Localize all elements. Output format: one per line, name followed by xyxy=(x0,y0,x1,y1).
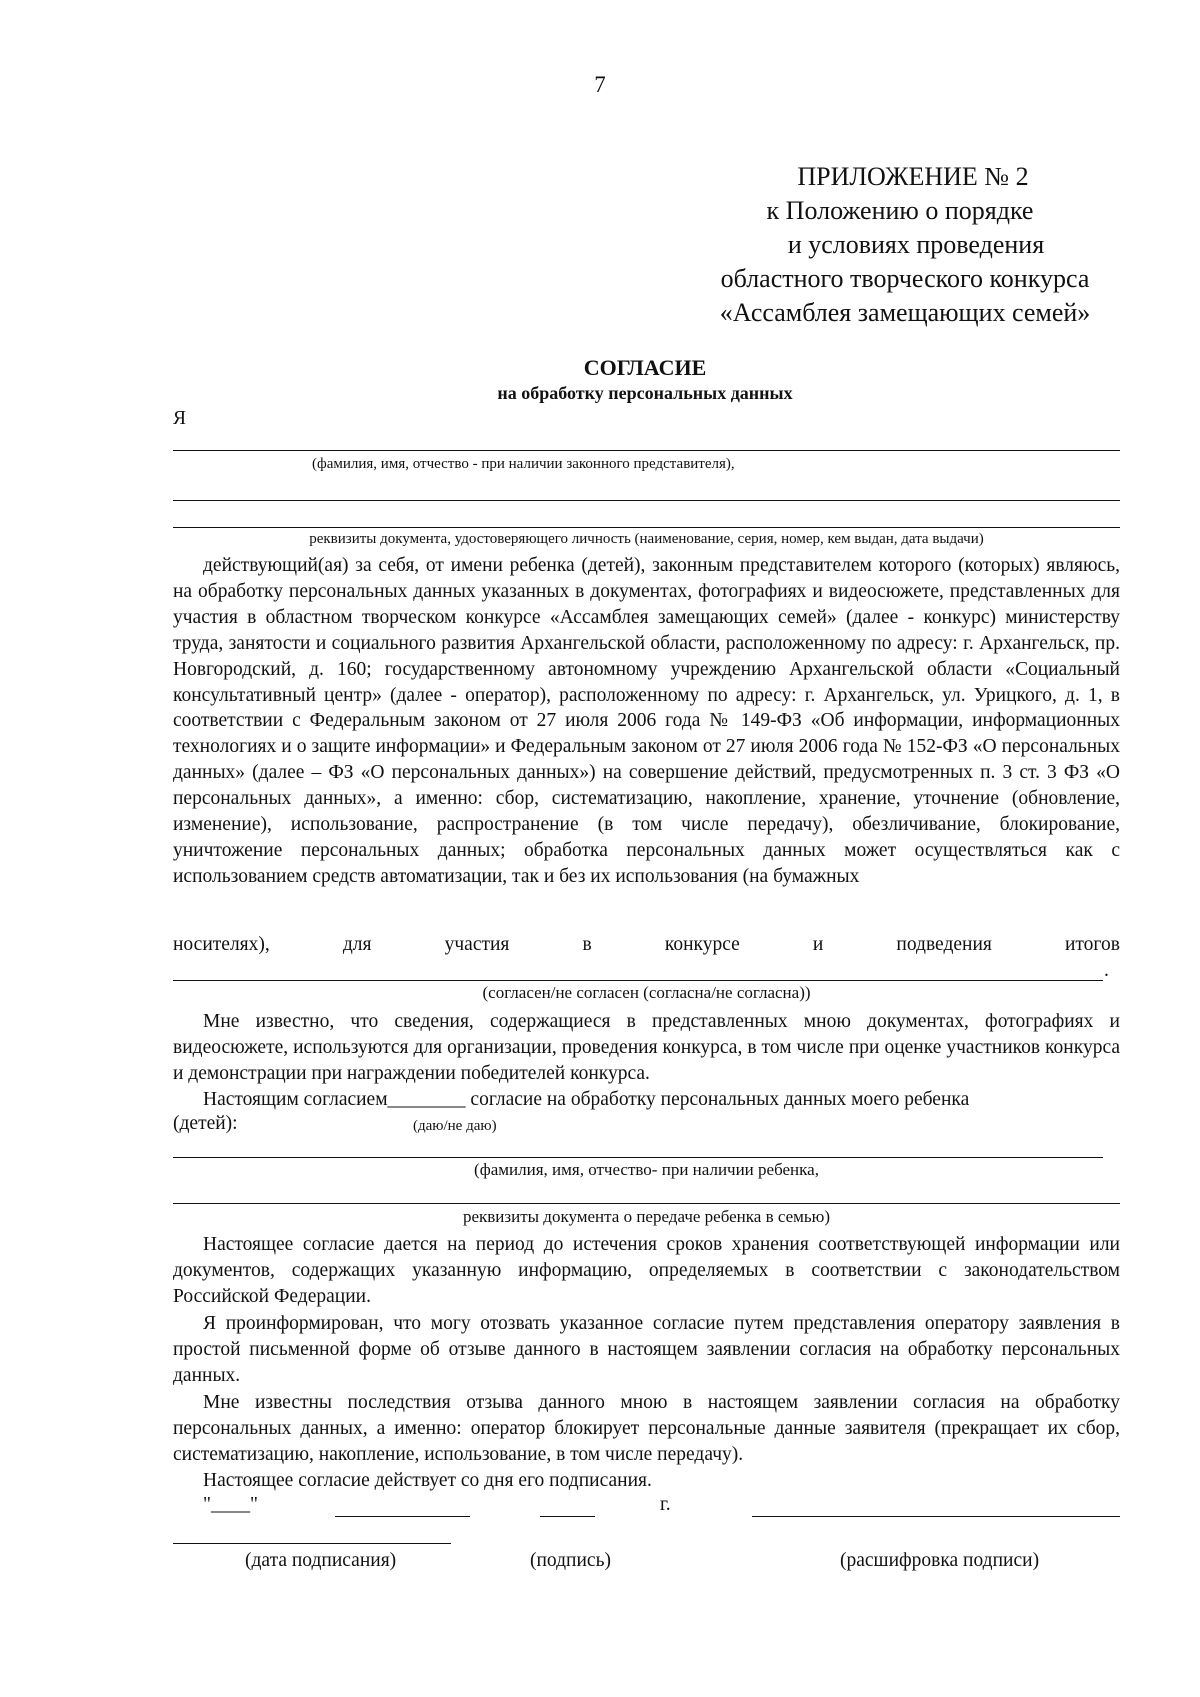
document-subtitle: на обработку персональных данных xyxy=(497,383,793,403)
agree-period: . xyxy=(1104,960,1109,981)
decoding-caption: (расшифровка подписи) xyxy=(840,1550,1040,1571)
document-caption: реквизиты документа, удостоверяющего личность (наименование, серия, номер, кем выдан, дата выдачи) xyxy=(309,531,984,547)
paragraph-effective: Настоящее согласие действует со дня его подписания. xyxy=(203,1470,652,1491)
year-suffix: г. xyxy=(660,1494,671,1515)
document-title: СОГЛАСИЕ xyxy=(583,355,707,380)
paragraph-main-last-line xyxy=(173,932,1120,958)
child-fio-caption: (фамилия, имя, отчество- при наличии ребенка, xyxy=(474,1160,819,1179)
word: конкурсе xyxy=(664,934,740,955)
consent-start: Настоящим согласием________ согласие на обработку персональных данных моего ребенка xyxy=(203,1089,970,1110)
paragraph-main: действующий(ая) за себя, от имени ребенка (детей), законным представителем которого (которых) являюсь, на обработку персональных данных указанных в документах, фотографиях и видеосюжете, представленных для участия в областном творческом конкурсе «Ассамблея замещающих семей» (далее - конкурс) министерству труда, занятости и социального развития Архангельской области, расположенному по адресу: г. Архангельск, пр. Новгородский, д. 160; государственному автономному учреждению Архангельской области «Социальный консультативный центр» (далее - оператор), расположенному по адресу: г. Архангельск, ул. Урицкого, д. 1, в соответствии с Федеральным законом от 27 июля 2006 года № 149-ФЗ «Об информации, информационных технологиях и о защите информации» и Федеральным законом от 27 июля 2006 года № 152-ФЗ «О персональных данных» (далее – ФЗ «О персональных данных») на совершение действий, предусмотренных п. 3 ст. 3 ФЗ «О персональных данных», а именно: сбор, систематизацию, накопление, хранение, уточнение (обновление, изменение), использование, распространение (в том числе передачу), обезличивание, блокирование, уничтожение персональных данных; обработка персональных данных может осуществляться как с использованием средств автоматизации, так и без их использования (на бумажных xyxy=(173,555,1120,887)
date-underline xyxy=(173,1543,451,1544)
appendix-line-4: областного творческого конкурса xyxy=(720,264,1090,293)
date-caption: (дата подписания) xyxy=(245,1550,397,1571)
word: участия xyxy=(444,934,510,955)
word: и xyxy=(812,934,824,955)
document-line-2[interactable] xyxy=(173,527,1120,528)
appendix-line-1: ПРИЛОЖЕНИЕ № 2 xyxy=(797,162,1029,191)
appendix-line-3: и условиях проведения xyxy=(787,230,1045,259)
agree-line[interactable] xyxy=(173,980,1103,981)
appendix-line-5: «Ассамблея замещающих семей» xyxy=(719,298,1091,327)
paragraph-known: Мне известно, что сведения, содержащиеся в представленных мною документах, фотографиях и видеосюжете, используются для организации, проведения конкурса, в том числе при оценке участников конкурса и демонстрации при награждении победителей конкурса. xyxy=(173,1011,1120,1084)
paragraph-period: Настоящее согласие дается на период до истечения сроков хранения соответствующей информации или документов, содержащих указанную информацию, определяемых в соответствии с законодательством Российской Федерации. xyxy=(173,1234,1120,1307)
child-fio-line[interactable] xyxy=(173,1157,1103,1158)
ya-label: Я xyxy=(173,408,187,429)
paragraph-revoke: Я проинформирован, что могу отозвать указанное согласие путем представления оператору заявления в простой письменной форме об отзыве данного в настоящем заявлении согласия на обработку персональных данных. xyxy=(173,1313,1120,1386)
word: итогов xyxy=(1064,934,1120,955)
word: для xyxy=(342,934,372,955)
word: носителях), xyxy=(173,934,270,955)
decoding-line[interactable] xyxy=(752,1516,1120,1517)
appendix-line-2: к Положению о порядке xyxy=(766,196,1034,225)
word: подведения xyxy=(896,934,992,955)
page-number: 7 xyxy=(594,72,606,97)
paragraph-consequences: Мне известны последствия отзыва данного мною в настоящем заявлении согласия на обработку персональных данных, а именно: оператор блокирует персональные данные заявителя (прекращает их сбор, систематизацию, накопление, использование, в том числе передачу). xyxy=(173,1392,1120,1465)
date-month-line[interactable] xyxy=(335,1516,470,1517)
appendix-block xyxy=(690,160,1120,330)
give-caption: (даю/не даю) xyxy=(413,1118,497,1134)
document-line-1[interactable] xyxy=(173,500,1120,501)
agree-caption: (согласен/не согласен (согласна/не согласна)) xyxy=(482,983,811,1002)
fio-line[interactable] xyxy=(173,450,1120,451)
child-doc-line[interactable] xyxy=(173,1203,1120,1204)
word: в xyxy=(582,934,592,955)
date-year-line[interactable] xyxy=(540,1516,595,1517)
consent-children: (детей): xyxy=(173,1113,238,1134)
date-day-field[interactable]: "____" xyxy=(203,1494,258,1515)
child-doc-caption: реквизиты документа о передаче ребенка в семью) xyxy=(462,1207,831,1226)
fio-caption: (фамилия, имя, отчество - при наличии законного представителя), xyxy=(312,456,735,472)
signature-caption: (подпись) xyxy=(530,1550,611,1571)
